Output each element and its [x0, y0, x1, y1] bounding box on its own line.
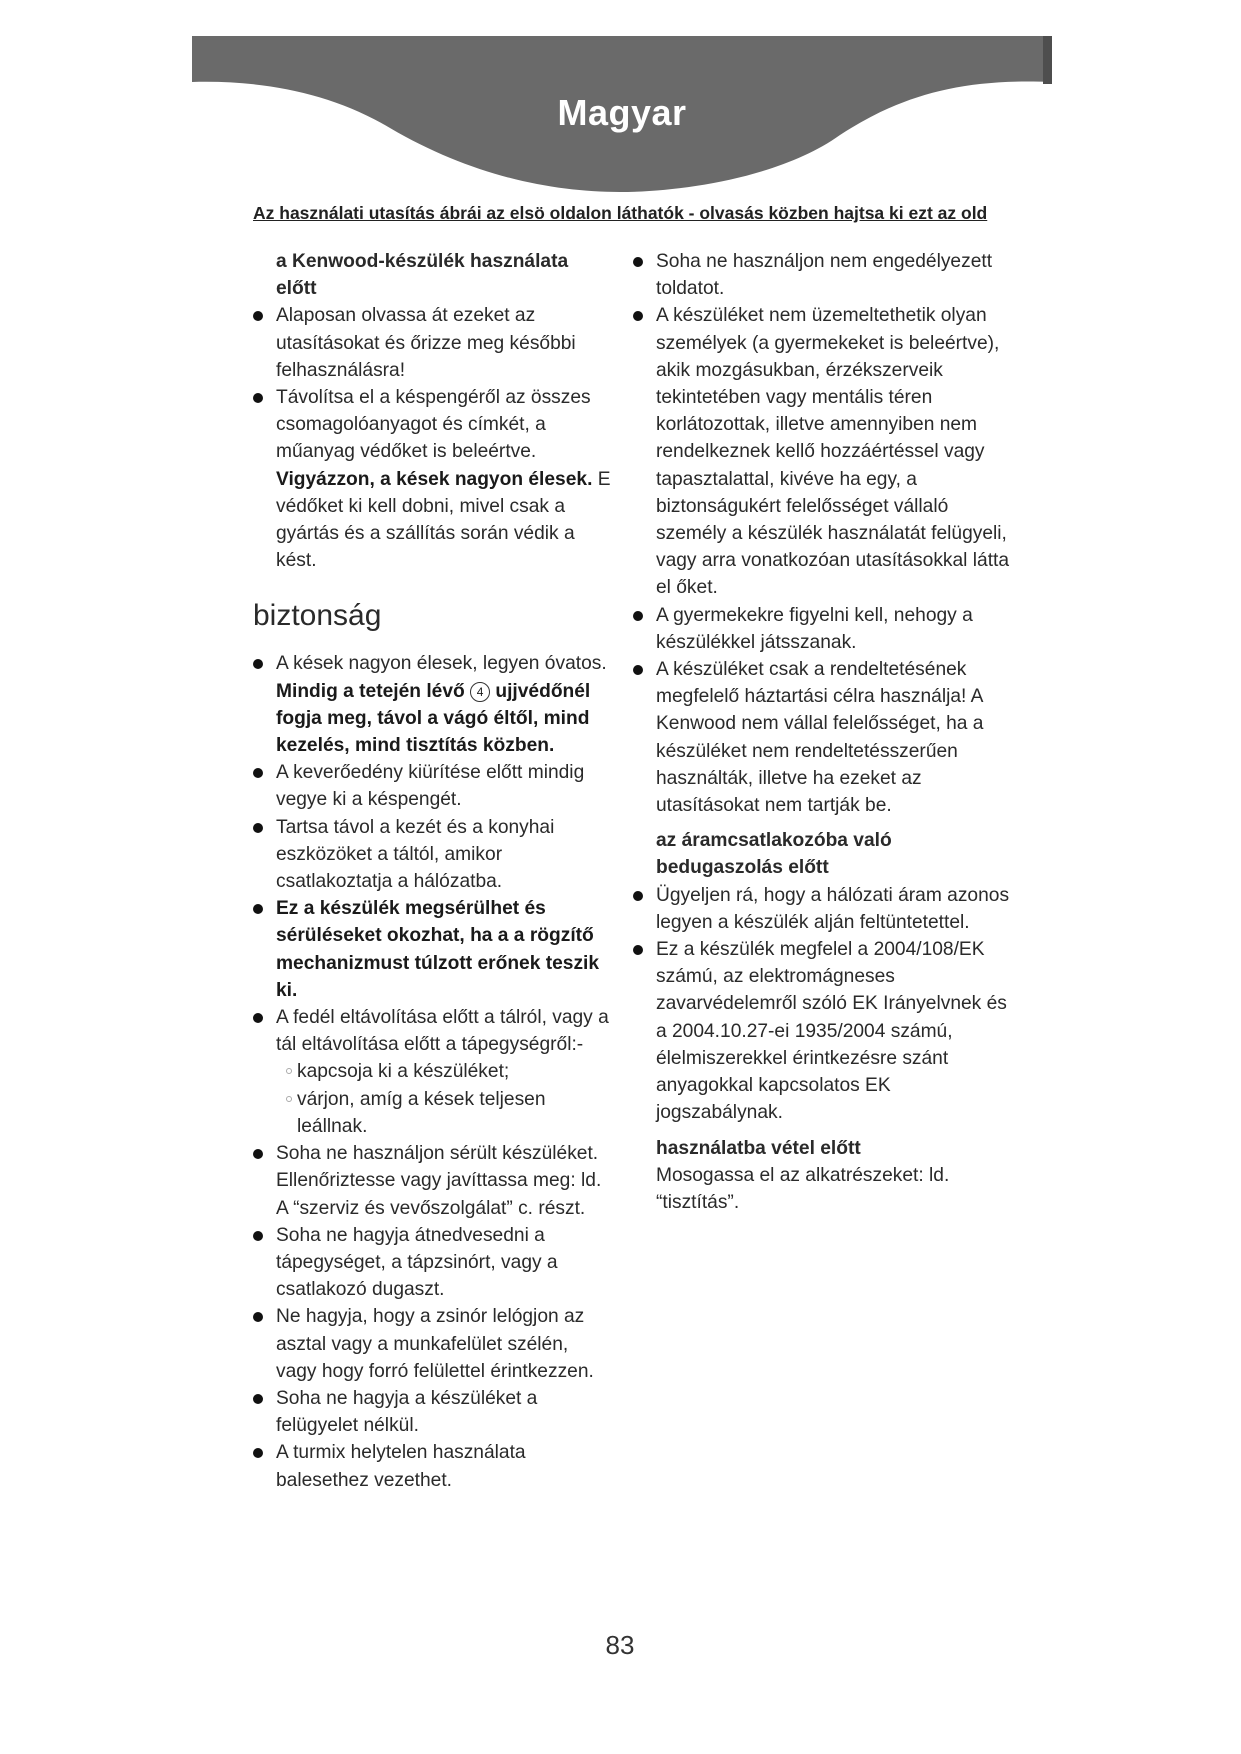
list-item: A turmix helytelen használata balesethez vezethet. — [252, 1439, 612, 1493]
sub-list-item: várjon, amíg a kések teljesen — [252, 1086, 612, 1113]
sub-list-item-cont: leállnak. — [297, 1115, 368, 1137]
text: Távolítsa el a késpengéről az összes csomagolóanyagot és címkét, a műanyag védőket is beleértve. — [276, 387, 591, 463]
list-item: Alaposan olvassa át ezeket az utasításokat és őrizze meg későbbi felhasználásra! — [252, 302, 612, 384]
paragraph: Mosogassa el az alkatrészeket: ld. “tisztítás”. — [656, 1164, 950, 1213]
list-item: Ne hagyja, hogy a zsinór lelógjon az asztal vagy a munkafelület szélén, vagy hogy forró felülettel érintkezzen. — [252, 1303, 612, 1385]
list-item — [252, 650, 612, 759]
list-item: Soha ne használjon nem engedélyezett toldatot. — [632, 248, 1022, 302]
circled-number: 4 — [470, 682, 490, 702]
list-item: Soha ne használjon sérült készüléket. Ellenőriztesse vagy javíttassa meg: ld. A “szerviz és vevőszolgálat” c. részt. — [252, 1140, 612, 1222]
list-item: A készüléket csak a rendeltetésének megfelelő háztartási célra használja! A Kenwood nem vállal felelősséget, ha a készüléket nem rendeltetésszerűen használták, illetve ha ezeket az utasításokat nem tartják be. — [632, 656, 1022, 819]
banner-right-edge — [1043, 36, 1052, 84]
section-title-safety: biztonság — [253, 599, 382, 633]
heading-before-use: a Kenwood-készülék használata előtt — [276, 251, 569, 300]
list-item: Soha ne hagyja a készüléket a felügyelet nélkül. — [252, 1385, 612, 1439]
heading-before-plugging: az áramcsatlakozóba való bedugaszolás előtt — [656, 830, 892, 879]
text: A kések nagyon élesek, legyen óvatos. — [276, 653, 607, 675]
bold-text: Mindig a tetején lévő 4 ujjvédőnél fogja meg, távol a vágó éltől, mind kezelés, mind tisztítás közben. — [276, 680, 591, 757]
sub-list-item: kapcsoja ki a készüléket; — [252, 1058, 612, 1085]
page-title: Magyar — [557, 92, 687, 133]
list-item — [252, 384, 612, 574]
bold-text: Ez a készülék megsérülhet és sérüléseket okozhat, ha a a rögzítő mechanizmust túlzott erőnek teszik ki. — [276, 898, 600, 1001]
text: E védőket ki kell dobni, mivel csak a gyártás és a szállítás során védik a kést. — [276, 468, 611, 572]
list-item: A gyermekekre figyelni kell, nehogy a készülékkel játsszanak. — [632, 602, 1022, 656]
intro-note: Az használati utasítás ábrái az elsö oldalon láthatók - olvasás közben hajtsa ki ezt az old — [253, 203, 988, 223]
left-column — [252, 248, 612, 1494]
list-item: Ügyeljen rá, hogy a hálózati áram azonos legyen a készülék alján feltüntetettel. — [632, 882, 1022, 936]
list-item: Ez a készülék megfelel a 2004/108/EK számú, az elektromágneses zavarvédelemről szóló EK Irányelvnek és a 2004.10.27-ei 1935/2004 számú, élelmiszerekkel érintkezésre szánt anyagokkal kapcsolatos EK jogszabálynak. — [632, 936, 1022, 1126]
bold-text: Vigyázzon, a kések nagyon élesek. — [276, 468, 593, 490]
heading-before-first-use: használatba vétel előtt — [656, 1137, 861, 1159]
list-item: A fedél eltávolítása előtt a tálról, vagy a tál eltávolítása előtt a tápegységről:- — [252, 1004, 612, 1058]
list-item: A készüléket nem üzemeltethetik olyan személyek (a gyermekeket is beleértve), akik mozgásukban, érzékszerveik tekintetében vagy mentális téren korlátozottak, illetve amennyiben nem rendelkeznek kellő hozzáértéssel vagy tapasztalattal, kivéve ha egy, a biztonságukért felelősséget vállaló személy a készülék használatát felügyeli, vagy arra vonatkozóan utasításokkal látta el őket. — [632, 302, 1022, 601]
page-number: 83 — [605, 1630, 635, 1660]
list-item — [252, 895, 612, 1004]
list-item: A keverőedény kiürítése előtt mindig vegye ki a késpengét. — [252, 759, 612, 813]
list-item: Tartsa távol a kezét és a konyhai eszközöket a táltól, amikor csatlakoztatja a hálózatba. — [252, 814, 612, 896]
list-item: Soha ne hagyja átnedvesedni a tápegységet, a tápzsinórt, vagy a csatlakozó dugaszt. — [252, 1222, 612, 1304]
right-column — [632, 248, 1022, 1216]
